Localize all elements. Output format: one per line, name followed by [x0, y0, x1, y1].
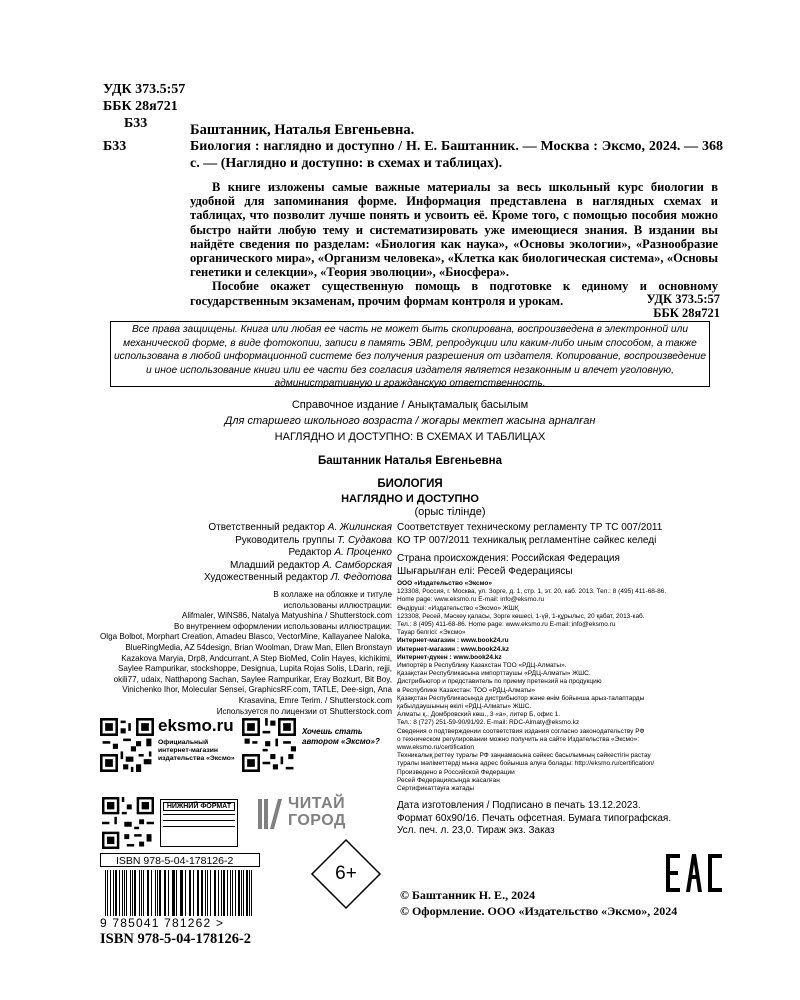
credit-name: А. Проценко: [334, 547, 392, 558]
barcode-bar: [241, 870, 242, 916]
edition-author: Баштанник Наталья Евгеньевна: [318, 455, 502, 467]
barcode-bar: [201, 870, 203, 916]
barcode-bar: [173, 870, 174, 916]
credit-line: [100, 535, 392, 548]
barcode-bar: [251, 870, 252, 916]
barcode-bar: [157, 870, 158, 916]
sticker-rule: [163, 826, 235, 829]
barcode-bar: [143, 870, 144, 916]
sticker-label: НИЖНИЙ ФОРМАТ: [163, 802, 235, 811]
barcode-bar: [115, 870, 117, 916]
barcode-bar: [110, 870, 111, 916]
edition-audience: Для старшего школьного возраста / жоғары мектеп жасына арналған: [224, 415, 596, 427]
barcode-bar: [113, 870, 114, 916]
barcode-bar: [151, 870, 152, 916]
barcode-bar: [223, 870, 225, 916]
credit-name: Т. Судакова: [337, 534, 392, 546]
barcode-bar: [185, 870, 186, 916]
illustration-license: Используется по лицензии от Shutterstock.com: [216, 706, 392, 716]
credit-line: [100, 522, 392, 535]
credit-role: Младший редактор: [229, 559, 320, 571]
qr-code-author: [242, 718, 296, 772]
publisher-line: Ресей Федерациясында жасалған: [397, 776, 500, 784]
credit-name: А. Жилинская: [327, 522, 392, 533]
barcode-bars: [105, 870, 255, 916]
publisher-line: Сведения о подтверждении соответствия издания согласно законодательству РФ: [397, 727, 645, 735]
barcode-bar: [107, 870, 108, 916]
author-mark: Б33: [124, 116, 148, 131]
book-title: БИОЛОГИЯ: [377, 478, 443, 490]
barcode-bar: [190, 870, 191, 916]
copyright-design: © Оформление. ООО «Издательство «Эксмо», 2024: [400, 904, 678, 918]
credit-line: [100, 572, 392, 585]
publisher-line: Сертификаттауға жатады: [397, 785, 475, 793]
illustration-cover-line: использованы иллюстрации:: [283, 600, 392, 610]
publisher-line: Интернет-магазин : www.book24.ru: [397, 637, 509, 645]
illustration-cover-line: Alifmaler, WiNS86, Natalya Matyushina / Shutterstock.com: [181, 611, 392, 621]
publisher-line: қабылдаушының өкілі «РДЦ-Алматы» ЖШС.: [397, 703, 532, 711]
illustration-inner-heading: Во внутреннем оформлении использованы иллюстрации:: [174, 621, 392, 631]
publisher-line: Тауар белгісі: «Эксмо»: [397, 629, 466, 637]
publisher-line: Техникалық реттеу туралы РФ заңнамасына сәйкес басылымның сәйкестігін растау: [397, 752, 651, 760]
barcode-bar: [105, 870, 106, 916]
print-format: Формат 60x90/16. Печать офсетная. Бумага типографская.: [397, 812, 672, 824]
barcode-bar: [119, 870, 120, 916]
barcode-bar: [246, 870, 247, 916]
publisher-line: Алматы қ., Домбровский көш., 3 «а», литер Б, офис 1.: [397, 711, 561, 719]
age-rating: 6+: [335, 863, 357, 884]
abstract: [190, 180, 718, 308]
age-rating-badge: [310, 838, 382, 910]
barcode-bar: [221, 870, 222, 916]
publisher-info: [397, 580, 727, 793]
barcode-bar: [148, 870, 149, 916]
author-invite: [302, 727, 380, 747]
eac-mark: [666, 854, 722, 892]
barcode-bar: [141, 870, 142, 916]
publisher-line: Өндіруші: «Издательство «Эксмо» ЖШҚ: [397, 604, 519, 612]
publisher-name: ООО «Издательство «Эксмо»: [397, 580, 492, 587]
compliance: [397, 522, 727, 578]
udk-right: УДК 373.5:57: [646, 292, 720, 306]
barcode-bar: [193, 870, 194, 916]
credit-line: [100, 547, 392, 560]
chitai-gorod-logo: [258, 795, 382, 830]
credit-role: Редактор: [288, 547, 332, 558]
print-info: [397, 800, 727, 838]
barcode-bar: [249, 870, 250, 916]
barcode-bar: [218, 870, 219, 916]
publisher-line: Дистрибьютор и представитель по приему претензий на продукцию: [397, 678, 602, 686]
rights-notice: Все права защищены. Книга или любая ее часть не может быть скопирована, воспроизведена в электронной или механической форме, в виде фотокопии, записи в память ЭВМ, репродукции или каким-либо иным способом, а также использована в любой информационной системе без получения разрешения от издателя. Копирование, воспроизведение и иное использование книги или ее части без согласия издателя является незаконным и влечет уголовную, административную и гражданскую ответственность.: [110, 321, 710, 387]
print-date: Дата изготовления / Подписано в печать 13.12.2023.: [397, 800, 641, 811]
credit-role: Руководитель группы: [235, 534, 335, 546]
biblio-record: [103, 138, 723, 172]
publisher-line: о техническом регулировании можно получить на сайте Издательства «Эксмо»:: [397, 735, 640, 743]
barcode-bar: [238, 870, 240, 916]
publisher-line: www.eksmo.ru/certification: [397, 744, 474, 752]
barcode-bar: [168, 870, 169, 916]
credit-role: Ответственный редактор: [208, 522, 325, 533]
barcode-bar: [132, 870, 133, 916]
illustration-cover-line: В коллаже на обложке и титуле: [273, 590, 392, 599]
barcode: [105, 870, 255, 916]
credit-line: [100, 560, 392, 573]
illustration-inner-names: Olga Bolbot, Morphart Creation, Amadeu Blasco, VectorMine, Kallayanee Naloka, BlueRingMedia, AZ 54design, Brian Woolman, Draw Man, Ellen Bronstayn Kazakova Maryia, Drp8, Andcurrant, A Step BioMed, Colin Hayes, kichikimi, Saylee Rampurikar, stockshoppe, Designua, Lupita Rojas Solis, LDarin, rejji, okili77, udaix, Natthapong Sachan, Saylee Rampurikar, Eray Bozkurt, Bit Boy, Vinichenko Ihor, Molecular Sensei, GraphicsRF.com, TATLE, Dee-sign, Ana Krasavina, Emre Terim. / Shutterstock.com: [100, 632, 392, 705]
author-invite-line: автором «Эксмо»?: [302, 737, 380, 746]
publisher-line: Произведено в Российской Федерации: [397, 768, 515, 776]
eksmo-site: eksmo.ru: [158, 716, 234, 735]
barcode-bar: [243, 870, 244, 916]
publisher-line: Импортёр в Республику Казахстан ТОО «РДЦ-Алматы».: [397, 662, 567, 670]
eksmo-caption-line: интернет-магазин: [158, 747, 219, 754]
publisher-line: Интернет-дүкен : www.book24.kz: [397, 653, 502, 661]
barcode-bar: [210, 870, 211, 916]
isbn-bottom: ISBN 978-5-04-178126-2: [100, 931, 252, 947]
sticker-rule: [163, 814, 235, 817]
barcode-bar: [165, 870, 166, 916]
publisher-line: Қазақстан Республикасына импорттаушы «РДЦ-Алматы» ЖШС.: [397, 670, 591, 678]
barcode-bar: [232, 870, 233, 916]
abstract-paragraph-2: Пособие окажет существенную помощь в подготовке к единому и основному государственным экзаменам, прочим формам контроля и урокам.: [190, 279, 718, 308]
compliance-line: Соответствует техническому регламенту ТР ТС 007/2011: [397, 522, 663, 533]
publisher-line: 123308, Россия, г. Москва, ул. Зорге, д. 1, стр. 1, эт. 20, каб. 2013. Тел.: 8 (495) 411-68-86.: [397, 588, 667, 596]
copyright-author: © Баштанник Н. Е., 2024: [400, 888, 536, 902]
barcode-bar: [181, 870, 183, 916]
sticker-rule: [163, 820, 235, 823]
publisher-line: Тел.: 8 (727) 251-59-90/91/92. E-mail: RDC-Almaty@eksmo.kz: [397, 719, 580, 727]
author-invite-line: Хочешь стать: [302, 727, 363, 736]
barcode-bar: [126, 870, 127, 916]
barcode-bar: [215, 870, 216, 916]
udk-code: УДК 373.5:57: [103, 82, 186, 97]
credits: [100, 522, 392, 585]
barcode-bar: [130, 870, 131, 916]
publisher-line: Қазақстан Республикасында дистрибьютор және өнім бойынша арыз-талаптарды: [397, 694, 645, 702]
book-subtitle: НАГЛЯДНО И ДОСТУПНО: [341, 493, 479, 505]
biblio-code: Б33: [103, 139, 127, 154]
eksmo-caption-line: издательства «Эксмо»: [158, 755, 235, 762]
qr-code-info: [102, 797, 154, 849]
origin-line: Страна происхождения: Российская Федерация: [397, 553, 620, 564]
biblio-author: Баштанник, Наталья Евгеньевна.: [190, 122, 415, 138]
eksmo-caption-line: Официальный: [158, 739, 209, 746]
barcode-bar: [176, 870, 177, 916]
barcode-bar: [159, 870, 161, 916]
isbn-box: ISBN 978-5-04-178126-2: [100, 853, 260, 867]
publisher-line: Интернет-магазин : www.book24.kz: [397, 645, 509, 653]
barcode-bar: [227, 870, 228, 916]
print-sheets: Усл. печ. л. 23,0. Тираж экз. Заказ: [397, 825, 555, 836]
barcode-bar: [235, 870, 236, 916]
eksmo-caption: [158, 739, 235, 763]
bbk-code: ББК 28я721: [103, 99, 178, 114]
origin-line: Шығарылған елі: Ресей Федерациясы: [397, 565, 573, 577]
barcode-bar: [207, 870, 208, 916]
barcode-bar: [155, 870, 156, 916]
barcode-bar: [134, 870, 136, 916]
publisher-line: Тел.: 8 (495) 411-68-86. Home page: www.eksmo.ru E-mail: info@eksmo.ru: [397, 621, 616, 629]
format-sticker: [160, 799, 238, 847]
qr-code-eksmo: [100, 718, 154, 772]
credit-name: А. Самборская: [322, 559, 392, 571]
edition-series: НАГЛЯДНО И ДОСТУПНО: В СХЕМАХ И ТАБЛИЦАХ: [274, 431, 546, 443]
compliance-line: КО ТР 007/2011 техникалық регламентіне сәйкес келеді: [397, 534, 657, 546]
credit-name: Л. Федотова: [330, 572, 392, 583]
edition-type: Справочное издание / Анықтамалық басылым: [291, 399, 529, 411]
publisher-line: в Республике Казахстан: ТОО «РДЦ-Алматы»: [397, 686, 536, 694]
publisher-line: туралы мәліметтерді мына адрес бойынша алуға болады: http://eksmo.ru/certification/: [397, 760, 655, 768]
chitai-gorod-line2: ГОРОД: [288, 812, 346, 829]
abstract-paragraph-1: В книге изложены самые важные материалы за весь школьный курс биологии в удобной для запоминания форме. Информация представлена в наглядных схемах и таблицах, что позволит лучше понять и усвоить её. Кроме того, с помощью пособия можно быстро найти любую тему и систематизировать уже имеющиеся знания. В издании вы найдёте сведения по разделам: «Биология как наука», «Основы экологии», «Разнообразие органического мира», «Организм человека», «Клетка как биологическая система», «Основы генетики и селекции», «Теория эволюции», «Биосфера».: [190, 180, 718, 280]
book-language: (орыс тілінде): [414, 506, 486, 518]
barcode-bar: [124, 870, 125, 916]
illustration-credits: [100, 590, 392, 717]
publisher-line: 123308, Ресей, Мәскеу қаласы, Зорге көшесі, 1-үй, 1-құрылыс, 20 қабат, 2013-каб.: [397, 612, 645, 620]
publisher-line: Home page: www.eksmo.ru E-mail: info@eksmo.ru: [397, 596, 545, 604]
chitai-gorod-line1: ЧИТАЙ: [288, 795, 346, 812]
bbk-right: ББК 28я721: [653, 306, 720, 320]
credit-role: Художественный редактор: [203, 572, 328, 583]
barcode-bar: [198, 870, 199, 916]
chitai-gorod-mark-icon: [258, 799, 282, 829]
biblio-description: Биология : наглядно и доступно / Н. Е. Баштанник. — Москва : Эксмо, 2024. — 368 с. — (Наглядно и доступно: в схемах и таблицах).: [190, 139, 723, 171]
barcode-digits: 9 785041 781262 >: [100, 916, 225, 930]
